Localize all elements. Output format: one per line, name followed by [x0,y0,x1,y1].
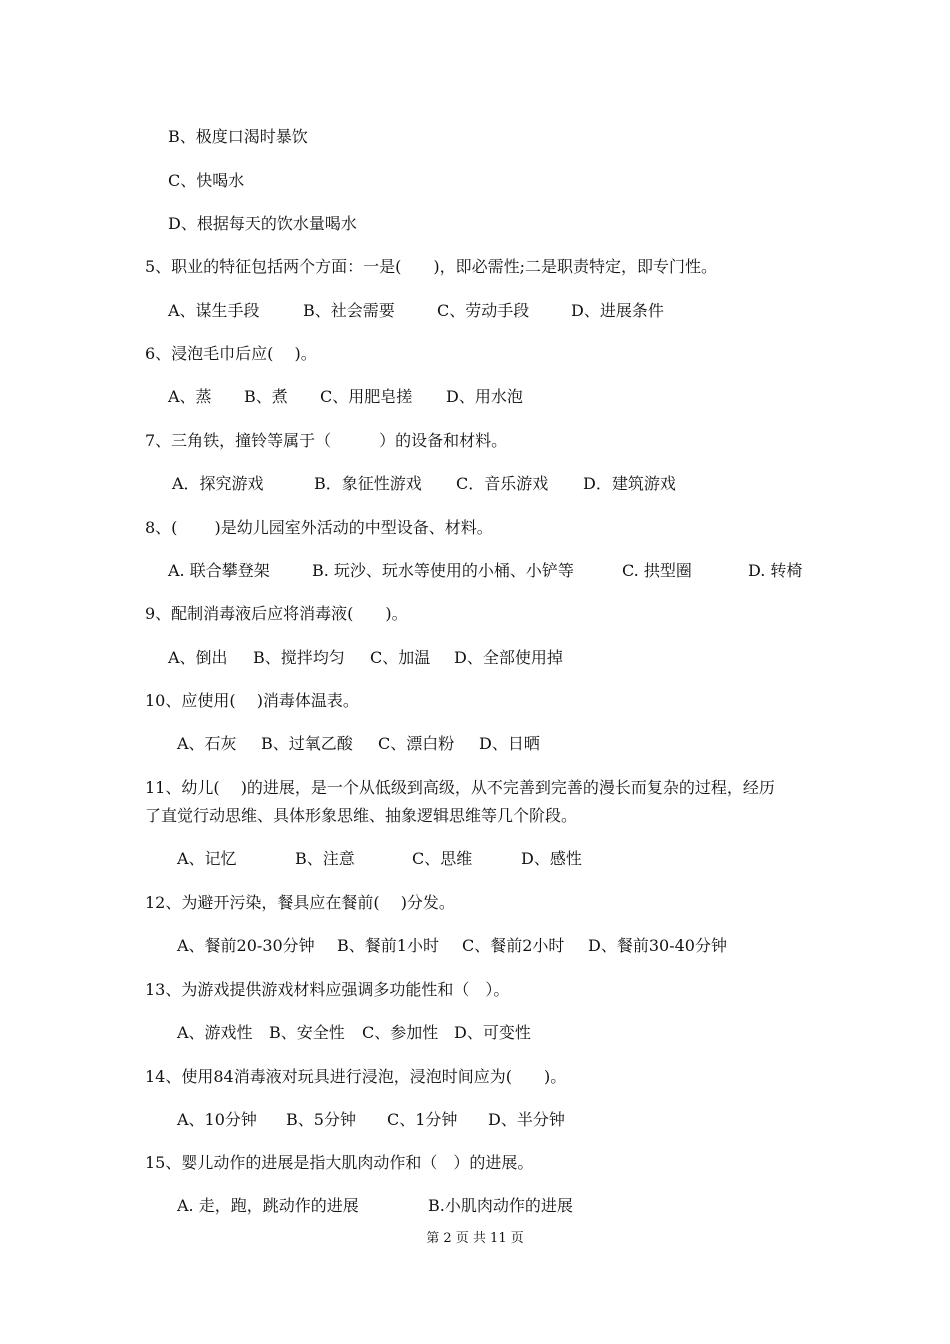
option-a: A、谋生手段 [168,301,260,320]
question-11: 11、幼儿( )的进展，是一个从低级到高级，从不完善到完善的漫长而复杂的过程，经历 [145,778,775,797]
option-c: C. 拱型圈 [622,561,692,580]
option-b: B．象征性游戏 [314,474,422,493]
option-d: D、日晒 [479,734,540,753]
option-c: C、1分钟 [387,1110,458,1129]
question-10: 10、应使用( )消毒体温表。 [145,691,359,710]
option-b: B、过氧乙酸 [261,734,353,753]
question-6: 6、浸泡毛巾后应( )。 [145,344,317,363]
question-8: 8、( )是幼儿园室外活动的中型设备、材料。 [145,518,493,537]
option-a: A. 联合攀登架 [168,561,270,580]
option-a: A、石灰 [177,734,237,753]
option-b: B、注意 [295,849,355,868]
option-c: C、餐前2小时 [462,936,565,955]
option-b: B. 玩沙、玩水等使用的小桶、小铲等 [312,561,574,580]
option-b: B、安全性 [269,1023,345,1042]
option-b: B、餐前1小时 [337,936,439,955]
option-c: C、思维 [412,849,473,868]
option-a: A、倒出 [168,648,228,667]
option-d: D、餐前30-40分钟 [588,936,727,955]
option-a: A. 走，跑，跳动作的进展 [177,1196,359,1215]
option-d: D、进展条件 [571,301,664,320]
option-b: B、5分钟 [286,1110,356,1129]
question-12: 12、为避开污染，餐具应在餐前( )分发。 [145,893,455,912]
option-c-line: C、快喝水 [168,171,245,190]
option-d: D、全部使用掉 [454,648,563,667]
option-d: D．建筑游戏 [583,474,676,493]
option-a: A、蒸 [168,387,212,406]
option-d: D、可变性 [454,1023,531,1042]
option-a: A、10分钟 [177,1110,257,1129]
option-a: A、餐前20-30分钟 [177,936,315,955]
option-b: B、社会需要 [303,301,395,320]
option-c: C．音乐游戏 [456,474,549,493]
option-c: C、劳动手段 [437,301,530,320]
option-d-line: D、根据每天的饮水量喝水 [168,214,357,233]
option-c: C、参加性 [362,1023,439,1042]
question-11-continued: 了直觉行动思维、具体形象思维、抽象逻辑思维等几个阶段。 [145,806,578,825]
question-7: 7、三角铁，撞铃等属于（ ）的设备和材料。 [145,431,508,450]
option-b-line: B、极度口渴时暴饮 [168,127,308,146]
option-d: D、半分钟 [488,1110,565,1129]
option-c: C、用肥皂搓 [320,387,413,406]
option-c: C、加温 [370,648,431,667]
option-a: A．探究游戏 [172,474,264,493]
option-a: A、游戏性 [177,1023,253,1042]
option-d: D、感性 [521,849,582,868]
question-9: 9、配制消毒液后应将消毒液( )。 [145,604,408,623]
option-b: B.小肌肉动作的进展 [428,1196,573,1215]
option-a: A、记忆 [177,849,237,868]
question-14: 14、使用84消毒液对玩具进行浸泡，浸泡时间应为( )。 [145,1067,567,1086]
option-c: C、漂白粉 [378,734,455,753]
question-13: 13、为游戏提供游戏材料应强调多功能性和（ ）。 [145,980,510,999]
question-15: 15、婴儿动作的进展是指大肌肉动作和（ ）的进展。 [145,1153,534,1172]
option-d: D、用水泡 [446,387,523,406]
question-5: 5、职业的特征包括两个方面：一是( )，即必需性;二是职责特定，即专门性。 [145,257,718,276]
option-b: B、搅拌均匀 [253,648,345,667]
option-d: D. 转椅 [748,561,803,580]
page-footer: 第 2 页 共 11 页 [426,1231,524,1246]
option-b: B、煮 [244,387,288,406]
